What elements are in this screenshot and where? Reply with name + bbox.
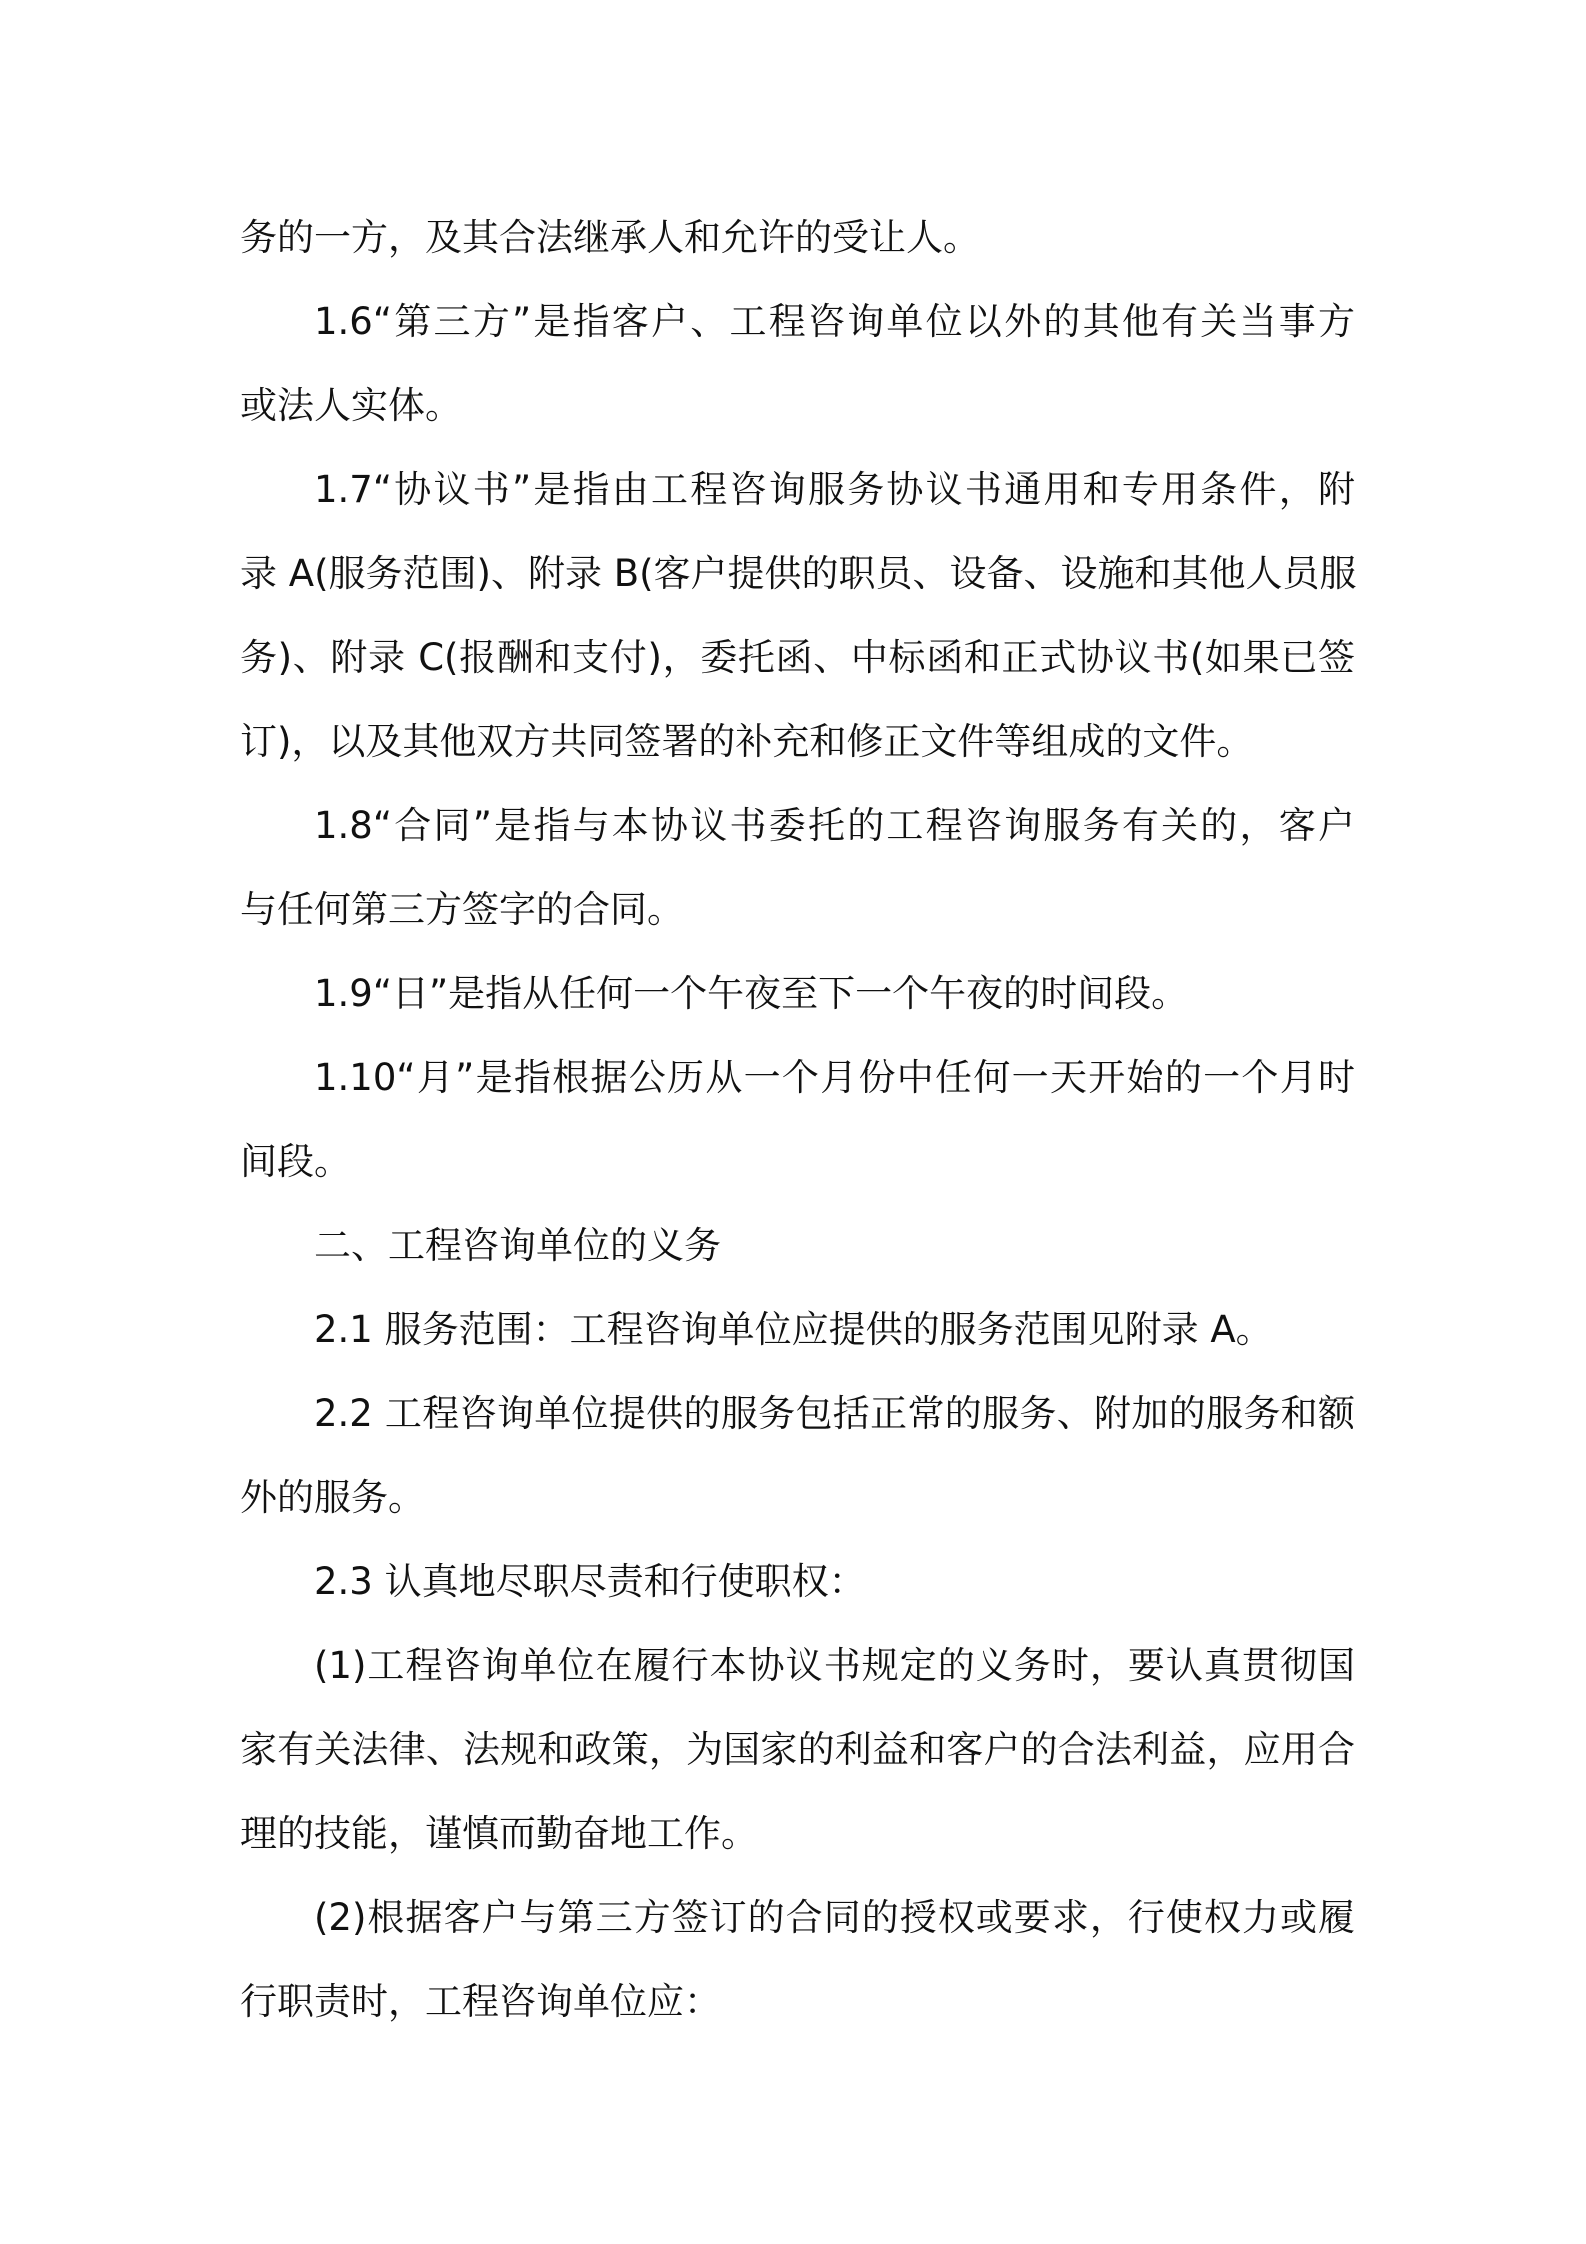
text-line: 1.9“日”是指从任何一个午夜至下一个午夜的时间段。 xyxy=(314,972,1189,1015)
text-line: 理的技能，谨慎而勤奋地工作。 xyxy=(240,1812,758,1855)
text-line: 与任何第三方签字的合同。 xyxy=(240,888,684,931)
text-line: 家有关法律、法规和政策，为国家的利益和客户的合法利益，应用合 xyxy=(240,1728,1355,1771)
text-line: 1.10“月”是指根据公历从一个月份中任何一天开始的一个月时 xyxy=(314,1056,1355,1099)
text-line: 2.1 服务范围：工程咨询单位应提供的服务范围见附录 A。 xyxy=(314,1308,1273,1351)
section-heading: 二、工程咨询单位的义务 xyxy=(314,1224,721,1267)
text-line: 录 A(服务范围)、附录 B(客户提供的职员、设备、设施和其他人员服 xyxy=(240,552,1357,595)
text-line: 务)、附录 C(报酬和支付)，委托函、中标函和正式协议书(如果已签 xyxy=(240,636,1355,679)
text-line: 行职责时，工程咨询单位应： xyxy=(240,1980,721,2023)
text-line: 2.2 工程咨询单位提供的服务包括正常的服务、附加的服务和额 xyxy=(314,1392,1355,1435)
text-line: 2.3 认真地尽职尽责和行使职权： xyxy=(314,1560,866,1603)
text-line: 1.7“协议书”是指由工程咨询服务协议书通用和专用条件，附 xyxy=(314,468,1355,511)
text-line: 1.8“合同”是指与本协议书委托的工程咨询服务有关的，客户 xyxy=(314,804,1355,847)
text-line: (2)根据客户与第三方签订的合同的授权或要求，行使权力或履 xyxy=(314,1896,1355,1939)
text-line: 1.6“第三方”是指客户、工程咨询单位以外的其他有关当事方 xyxy=(314,300,1355,343)
text-line: (1)工程咨询单位在履行本协议书规定的义务时，要认真贯彻国 xyxy=(314,1644,1355,1687)
text-line: 订)，以及其他双方共同签署的补充和修正文件等组成的文件。 xyxy=(240,720,1254,763)
text-line: 外的服务。 xyxy=(240,1476,425,1519)
text-line: 务的一方，及其合法继承人和允许的受让人。 xyxy=(240,216,980,259)
text-line: 间段。 xyxy=(240,1140,351,1183)
text-line: 或法人实体。 xyxy=(240,384,462,427)
document-body xyxy=(240,196,1355,2044)
